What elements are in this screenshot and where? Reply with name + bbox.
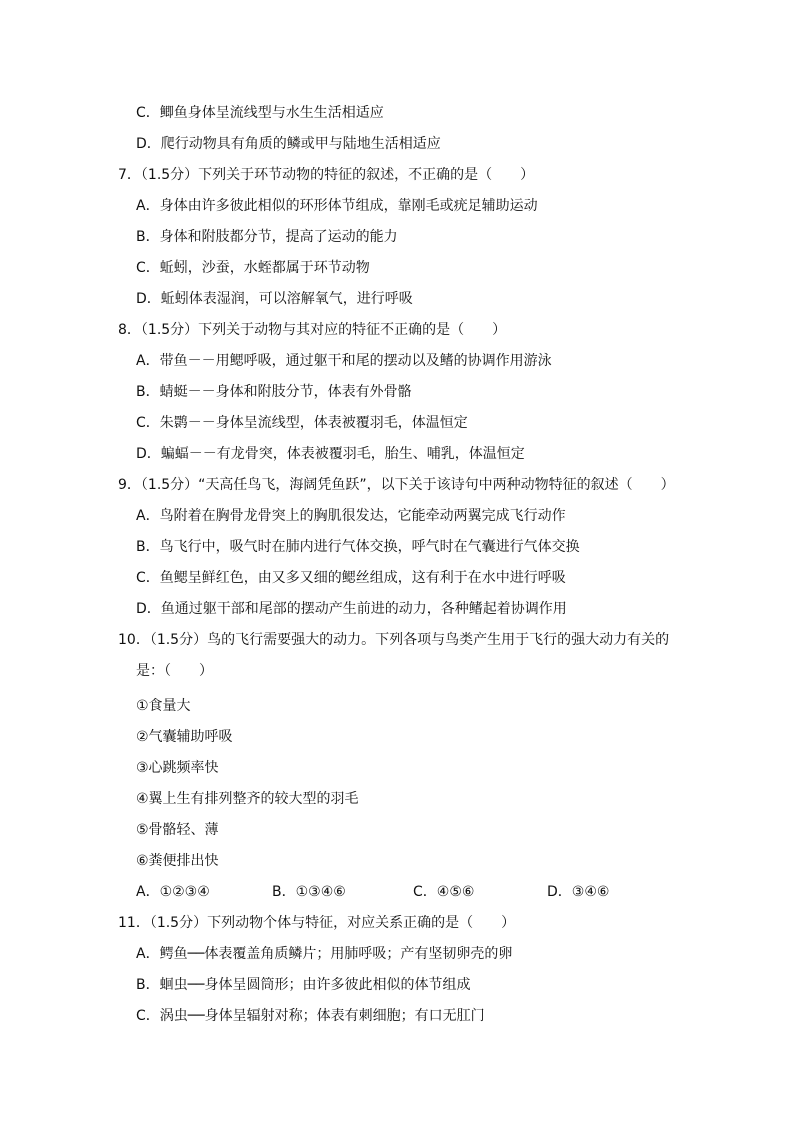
q10-item-2: ②气囊辅助呼吸 — [136, 729, 233, 745]
q11-option-a: A．鳄鱼──体表覆盖角质鳞片；用肺呼吸；产有坚韧卵壳的卵 — [136, 946, 513, 962]
q8-option-c: C．朱鹮－－身体呈流线型，体表被覆羽毛，体温恒定 — [136, 415, 468, 431]
q7-option-c: C．蚯蚓，沙蚕，水蛭都属于环节动物 — [136, 260, 370, 276]
q9-option-b: B．鸟飞行中，吸气时在肺内进行气体交换，呼气时在气囊进行气体交换 — [136, 539, 580, 555]
q6-option-d: D．爬行动物具有角质的鳞或甲与陆地生活相适应 — [136, 136, 441, 152]
q10-item-4: ④翼上生有排列整齐的较大型的羽毛 — [136, 791, 359, 807]
q10-option-a: A．①②③④ — [136, 884, 210, 900]
q9-stem: 9．（1.5分）“天高任鸟飞，海阔凭鱼跃”，以下关于该诗句中两种动物特征的叙述（ ） — [118, 477, 675, 493]
q8-option-d: D．蝙蝠－－有龙骨突，体表被覆羽毛，胎生、哺乳，体温恒定 — [136, 446, 525, 462]
q10-item-6: ⑥粪便排出快 — [136, 853, 219, 869]
q8-option-a: A．带鱼－－用鳃呼吸，通过躯干和尾的摆动以及鳍的协调作用游泳 — [136, 353, 552, 369]
q9-option-a: A．鸟附着在胸骨龙骨突上的胸肌很发达，它能牵动两翼完成飞行动作 — [136, 508, 566, 524]
q7-option-a: A．身体由许多彼此相似的环形体节组成，靠刚毛或疣足辅助运动 — [136, 198, 538, 214]
q8-stem: 8．（1.5分）下列关于动物与其对应的特征不正确的是（ ） — [118, 322, 507, 338]
q10-option-b: B．①③④⑥ — [272, 884, 346, 900]
q7-option-d: D．蚯蚓体表湿润，可以溶解氧气，进行呼吸 — [136, 291, 413, 307]
q10-item-3: ③心跳频率快 — [136, 760, 219, 776]
q8-option-b: B．蜻蜓－－身体和附肢分节，体表有外骨骼 — [136, 384, 412, 400]
q10-item-5: ⑤骨骼轻、薄 — [136, 822, 219, 838]
q11-option-b: B．蛔虫──身体呈圆筒形；由许多彼此相似的体节组成 — [136, 977, 471, 993]
q10-option-d: D．③④⑥ — [547, 884, 610, 900]
q9-option-c: C．鱼鳃呈鲜红色，由又多又细的鳃丝组成，这有利于在水中进行呼吸 — [136, 570, 566, 586]
q7-stem: 7．（1.5分）下列关于环节动物的特征的叙述，不正确的是（ ） — [118, 167, 535, 183]
q7-option-b: B．身体和附肢都分节，提高了运动的能力 — [136, 229, 398, 245]
q10-option-c: C．④⑤⑥ — [413, 884, 475, 900]
q10-stem-line2: 是：（ ） — [136, 663, 213, 679]
q9-option-d: D．鱼通过躯干部和尾部的摆动产生前进的动力，各种鳍起着协调作用 — [136, 601, 567, 617]
q10-item-1: ①食量大 — [136, 698, 191, 714]
q10-stem-line1: 10．（1.5分）鸟的飞行需要强大的动力。下列各项与鸟类产生用于飞行的强大动力有关的 — [118, 632, 670, 648]
q6-option-c: C．鲫鱼身体呈流线型与水生生活相适应 — [136, 105, 384, 121]
q10-options-row — [136, 882, 696, 902]
q11-option-c: C．涡虫──身体呈辐射对称；体表有刺细胞；有口无肛门 — [136, 1008, 485, 1024]
q11-stem: 11．（1.5分）下列动物个体与特征，对应关系正确的是（ ） — [118, 915, 516, 931]
